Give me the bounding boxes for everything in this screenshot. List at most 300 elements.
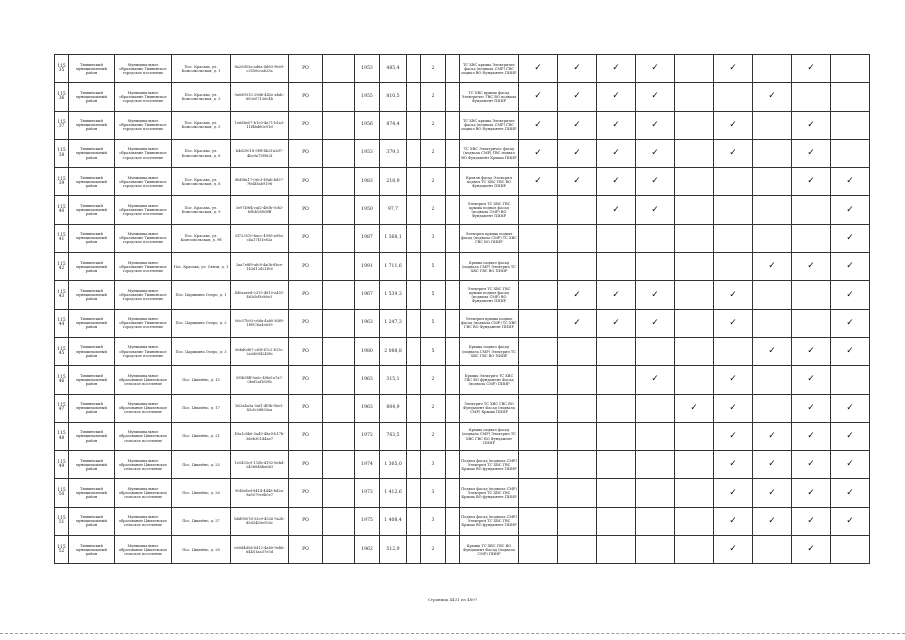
empty-cell bbox=[407, 55, 421, 83]
work-type-check-cell bbox=[753, 422, 792, 450]
checkmark-icon: ✓ bbox=[534, 63, 542, 74]
guid-cell: 1e5453c9-116b-4192-8ebd-2436848be663 bbox=[231, 451, 289, 479]
empty-cell bbox=[323, 224, 355, 252]
guid-cell: e60d4d5d-6412-4a60-9ebb-64401aa37e5d bbox=[231, 536, 289, 564]
management-form-cell: РО bbox=[289, 309, 323, 337]
empty-cell bbox=[446, 309, 460, 337]
floors-cell: 2 bbox=[421, 139, 446, 167]
management-form-cell: РО bbox=[289, 139, 323, 167]
empty-cell bbox=[323, 281, 355, 309]
checkmark-icon: ✓ bbox=[534, 148, 542, 159]
work-type-check-cell bbox=[636, 366, 675, 394]
guid-cell: 8b49fa17-06c3-49ab-bd37-7fe4f3ab9198 bbox=[231, 168, 289, 196]
empty-cell bbox=[323, 337, 355, 365]
checkmark-icon: ✓ bbox=[612, 63, 620, 74]
district-cell: Тихвинский муниципальный район bbox=[69, 309, 115, 337]
work-type-check-cell bbox=[597, 337, 636, 365]
checkmark-icon: ✓ bbox=[846, 402, 854, 413]
settlement-cell: Муниципальное образование Тихвинское городское поселение bbox=[115, 111, 172, 139]
district-cell: Тихвинский муниципальный район bbox=[69, 111, 115, 139]
work-type-check-cell bbox=[519, 83, 558, 111]
work-type-check-cell bbox=[558, 309, 597, 337]
work-type-check-cell bbox=[792, 224, 831, 252]
work-type-check-cell bbox=[675, 366, 714, 394]
work-type-check-cell bbox=[558, 83, 597, 111]
work-type-check-cell bbox=[636, 479, 675, 507]
address-cell: Пос. Царицыно Озеро, д. 1 bbox=[172, 281, 231, 309]
checkmark-icon: ✓ bbox=[768, 431, 776, 441]
work-type-check-cell bbox=[519, 479, 558, 507]
table-row bbox=[55, 422, 870, 450]
work-type-check-cell bbox=[558, 281, 597, 309]
checkmark-icon: ✓ bbox=[729, 487, 737, 498]
guid-cell: 9040ebef-8414-4448-bd2a-9a8079e0b0e7 bbox=[231, 479, 289, 507]
work-type-check-cell bbox=[636, 536, 675, 564]
row-number-cell: 11544 bbox=[55, 309, 69, 337]
table-row bbox=[55, 168, 870, 196]
work-type-check-cell bbox=[714, 451, 753, 479]
year-built-cell: 1962 bbox=[355, 536, 380, 564]
checkmark-icon: ✓ bbox=[807, 515, 815, 526]
work-type-check-cell bbox=[558, 422, 597, 450]
work-type-check-cell bbox=[714, 422, 753, 450]
checkmark-icon: ✓ bbox=[573, 148, 581, 159]
empty-cell bbox=[446, 536, 460, 564]
empty-cell bbox=[323, 366, 355, 394]
work-type-check-cell bbox=[636, 337, 675, 365]
checkmark-icon: ✓ bbox=[846, 317, 854, 328]
management-form-cell: РО bbox=[289, 55, 323, 83]
table-row bbox=[55, 253, 870, 281]
checkmark-icon: ✓ bbox=[846, 487, 854, 498]
settlement-cell: Муниципальное образование Тихвинское городское поселение bbox=[115, 83, 172, 111]
empty-cell bbox=[446, 281, 460, 309]
work-type-check-cell bbox=[636, 309, 675, 337]
empty-cell bbox=[323, 479, 355, 507]
district-cell: Тихвинский муниципальный район bbox=[69, 536, 115, 564]
area-cell: 1 365,0 bbox=[380, 451, 407, 479]
management-form-cell: РО bbox=[289, 281, 323, 309]
settlement-cell: Муниципальное образование Тихвинское городское поселение bbox=[115, 281, 172, 309]
area-cell: 1 711,6 bbox=[380, 253, 407, 281]
district-cell: Тихвинский муниципальный район bbox=[69, 337, 115, 365]
checkmark-icon: ✓ bbox=[807, 176, 815, 187]
work-type-check-cell bbox=[597, 224, 636, 252]
management-form-cell: РО bbox=[289, 507, 323, 535]
settlement-cell: Муниципальное образование Тихвинское городское поселение bbox=[115, 168, 172, 196]
checkmark-icon: ✓ bbox=[807, 487, 815, 498]
empty-cell bbox=[446, 366, 460, 394]
table-row bbox=[55, 139, 870, 167]
settlement-cell: Муниципальное образование Цвылевское сельское поселение bbox=[115, 507, 172, 535]
scan-edge-line bbox=[0, 633, 905, 635]
work-type-check-cell bbox=[753, 337, 792, 365]
management-form-cell: РО bbox=[289, 83, 323, 111]
row-number-cell: 11538 bbox=[55, 139, 69, 167]
checkmark-icon: ✓ bbox=[534, 176, 542, 187]
empty-cell bbox=[323, 309, 355, 337]
works-list-cell: Подвал фасад (подвала СМР) Электрич ТС ХВС ГВС Крыша ВО фундамент ПИИР bbox=[460, 451, 519, 479]
guid-cell: 06c37b93-c6da-4a80-b3f8-1f9876a4e639 bbox=[231, 309, 289, 337]
work-type-check-cell bbox=[792, 536, 831, 564]
works-list-cell: Подвал фасад (подвала СМР) Электрич ТС ХВС ГВС Крыша ВО фундамент ПИИР bbox=[460, 479, 519, 507]
checkmark-icon: ✓ bbox=[534, 91, 542, 102]
work-type-check-cell bbox=[831, 451, 870, 479]
address-cell: Пос. Красава, ул. Комсомольская, д. 6 bbox=[172, 139, 231, 167]
guid-cell: 9a0d9315-29d6-445e-abdc-683e07136c4b bbox=[231, 83, 289, 111]
work-type-check-cell bbox=[714, 253, 753, 281]
work-type-check-cell bbox=[519, 451, 558, 479]
work-type-check-cell bbox=[831, 55, 870, 83]
work-type-check-cell bbox=[597, 451, 636, 479]
checkmark-icon: ✓ bbox=[651, 119, 659, 130]
table-row bbox=[55, 196, 870, 224]
work-type-check-cell bbox=[753, 111, 792, 139]
floors-cell: 2 bbox=[421, 83, 446, 111]
checkmark-icon: ✓ bbox=[807, 431, 815, 441]
work-type-check-cell bbox=[597, 83, 636, 111]
checkmark-icon: ✓ bbox=[846, 232, 854, 243]
empty-cell bbox=[323, 196, 355, 224]
address-cell: Пос. Цвылёво, д. 17 bbox=[172, 394, 231, 422]
work-type-check-cell bbox=[831, 422, 870, 450]
settlement-cell: Муниципальное образование Тихвинское городское поселение bbox=[115, 55, 172, 83]
management-form-cell: РО bbox=[289, 111, 323, 139]
work-type-check-cell bbox=[675, 451, 714, 479]
empty-cell bbox=[446, 111, 460, 139]
guid-cell: 440aaeed-2315-4810-a451-463dcf3eb0e3 bbox=[231, 281, 289, 309]
work-type-check-cell bbox=[636, 507, 675, 535]
checkmark-icon: ✓ bbox=[846, 289, 854, 300]
district-cell: Тихвинский муниципальный район bbox=[69, 394, 115, 422]
empty-cell bbox=[407, 536, 421, 564]
year-built-cell: 1983 bbox=[355, 168, 380, 196]
guid-cell: b52a4a5a-0af1-4f9b-9be3-45cfc5d803ea bbox=[231, 394, 289, 422]
work-type-check-cell bbox=[831, 224, 870, 252]
year-built-cell: 1963 bbox=[355, 309, 380, 337]
table-row bbox=[55, 83, 870, 111]
year-built-cell: 1950 bbox=[355, 196, 380, 224]
area-cell: 1 247,3 bbox=[380, 309, 407, 337]
management-form-cell: РО bbox=[289, 196, 323, 224]
work-type-check-cell bbox=[714, 83, 753, 111]
settlement-cell: Муниципальное образование Цвылевское сельское поселение bbox=[115, 479, 172, 507]
work-type-check-cell bbox=[636, 139, 675, 167]
work-type-check-cell bbox=[597, 309, 636, 337]
empty-cell bbox=[446, 451, 460, 479]
work-type-check-cell bbox=[636, 281, 675, 309]
work-type-check-cell bbox=[714, 536, 753, 564]
management-form-cell: РО bbox=[289, 253, 323, 281]
district-cell: Тихвинский муниципальный район bbox=[69, 139, 115, 167]
work-type-check-cell bbox=[675, 139, 714, 167]
row-number-cell: 11539 bbox=[55, 168, 69, 196]
work-type-check-cell bbox=[753, 253, 792, 281]
row-number-cell: 11549 bbox=[55, 451, 69, 479]
work-type-check-cell bbox=[831, 83, 870, 111]
empty-cell bbox=[446, 196, 460, 224]
work-type-check-cell bbox=[558, 536, 597, 564]
works-list-cell: Электрич крыша подвал фасад (подвала СМР) ТС ХВС ГВС ВО ПИИР bbox=[460, 224, 519, 252]
checkmark-icon: ✓ bbox=[807, 119, 815, 130]
checkmark-icon: ✓ bbox=[729, 402, 737, 413]
district-cell: Тихвинский муниципальный район bbox=[69, 253, 115, 281]
table-row bbox=[55, 536, 870, 564]
work-type-check-cell bbox=[831, 536, 870, 564]
empty-cell bbox=[407, 394, 421, 422]
row-number-cell: 11535 bbox=[55, 55, 69, 83]
area-cell: 1 412,6 bbox=[380, 479, 407, 507]
address-cell: Пос. Красава, ул. Связи, д. 1 bbox=[172, 253, 231, 281]
settlement-cell: Муниципальное образование Цвылевское сельское поселение bbox=[115, 422, 172, 450]
work-type-check-cell bbox=[753, 507, 792, 535]
empty-cell bbox=[323, 83, 355, 111]
checkmark-icon: ✓ bbox=[729, 431, 737, 441]
work-type-check-cell bbox=[558, 196, 597, 224]
checkmark-icon: ✓ bbox=[651, 176, 659, 187]
checkmark-icon: ✓ bbox=[612, 176, 620, 187]
work-type-check-cell bbox=[636, 394, 675, 422]
work-type-check-cell bbox=[753, 394, 792, 422]
floors-cell: 2 bbox=[421, 536, 446, 564]
work-type-check-cell bbox=[753, 309, 792, 337]
checkmark-icon: ✓ bbox=[768, 459, 776, 470]
work-type-check-cell bbox=[792, 253, 831, 281]
checkmark-icon: ✓ bbox=[729, 63, 737, 74]
empty-cell bbox=[407, 479, 421, 507]
work-type-check-cell bbox=[714, 224, 753, 252]
management-form-cell: РО bbox=[289, 479, 323, 507]
empty-cell bbox=[446, 139, 460, 167]
work-type-check-cell bbox=[519, 281, 558, 309]
table-row bbox=[55, 111, 870, 139]
checkmark-icon: ✓ bbox=[612, 289, 620, 300]
empty-cell bbox=[446, 394, 460, 422]
checkmark-icon: ✓ bbox=[846, 459, 854, 470]
district-cell: Тихвинский муниципальный район bbox=[69, 422, 115, 450]
empty-cell bbox=[446, 55, 460, 83]
work-type-check-cell bbox=[597, 394, 636, 422]
area-cell: 485,4 bbox=[380, 55, 407, 83]
work-type-check-cell bbox=[675, 479, 714, 507]
checkmark-icon: ✓ bbox=[729, 119, 737, 130]
capital-repair-table bbox=[54, 54, 870, 564]
checkmark-icon: ✓ bbox=[807, 346, 815, 357]
work-type-check-cell bbox=[831, 309, 870, 337]
empty-cell bbox=[407, 139, 421, 167]
row-number-cell: 11543 bbox=[55, 281, 69, 309]
row-number-cell: 11550 bbox=[55, 479, 69, 507]
management-form-cell: РО bbox=[289, 422, 323, 450]
empty-cell bbox=[446, 83, 460, 111]
work-type-check-cell bbox=[753, 366, 792, 394]
work-type-check-cell bbox=[831, 196, 870, 224]
checkmark-icon: ✓ bbox=[612, 119, 620, 130]
floors-cell: 3 bbox=[421, 507, 446, 535]
district-cell: Тихвинский муниципальный район bbox=[69, 366, 115, 394]
work-type-check-cell bbox=[675, 253, 714, 281]
district-cell: Тихвинский муниципальный район bbox=[69, 479, 115, 507]
checkmark-icon: ✓ bbox=[729, 544, 737, 555]
work-type-check-cell bbox=[519, 366, 558, 394]
work-type-check-cell bbox=[753, 55, 792, 83]
checkmark-icon: ✓ bbox=[729, 148, 737, 159]
checkmark-icon: ✓ bbox=[846, 346, 854, 357]
work-type-check-cell bbox=[792, 422, 831, 450]
table-row bbox=[55, 394, 870, 422]
work-type-check-cell bbox=[519, 168, 558, 196]
work-type-check-cell bbox=[675, 55, 714, 83]
guid-cell: 5f723510-bacc-4996-a99a-c4a17f31e82a bbox=[231, 224, 289, 252]
address-cell: Пос. Цвылёво, д. 26 bbox=[172, 479, 231, 507]
checkmark-icon: ✓ bbox=[807, 63, 815, 74]
table-row bbox=[55, 281, 870, 309]
empty-cell bbox=[323, 536, 355, 564]
checkmark-icon: ✓ bbox=[651, 91, 659, 102]
checkmark-icon: ✓ bbox=[534, 119, 542, 130]
area-cell: 1 539,3 bbox=[380, 281, 407, 309]
address-cell: Пос. Царицыно Озеро, д. 3 bbox=[172, 337, 231, 365]
work-type-check-cell bbox=[519, 536, 558, 564]
work-type-check-cell bbox=[558, 111, 597, 139]
work-type-check-cell bbox=[714, 281, 753, 309]
row-number-cell: 11540 bbox=[55, 196, 69, 224]
checkmark-icon: ✓ bbox=[807, 459, 815, 470]
management-form-cell: РО bbox=[289, 394, 323, 422]
area-cell: 874,4 bbox=[380, 111, 407, 139]
row-number-cell: 11542 bbox=[55, 253, 69, 281]
settlement-cell: Муниципальное образование Тихвинское городское поселение bbox=[115, 196, 172, 224]
work-type-check-cell bbox=[519, 309, 558, 337]
work-type-check-cell bbox=[519, 55, 558, 83]
guid-cell: b4d9807d-32e9-4526-9a2b-d5d3469e950c bbox=[231, 507, 289, 535]
row-number-cell: 11546 bbox=[55, 366, 69, 394]
work-type-check-cell bbox=[558, 224, 597, 252]
work-type-check-cell bbox=[792, 479, 831, 507]
floors-cell: 2 bbox=[421, 55, 446, 83]
work-type-check-cell bbox=[831, 253, 870, 281]
work-type-check-cell bbox=[792, 111, 831, 139]
table-row bbox=[55, 451, 870, 479]
checkmark-icon: ✓ bbox=[807, 148, 815, 159]
work-type-check-cell bbox=[714, 507, 753, 535]
work-type-check-cell bbox=[636, 55, 675, 83]
work-type-check-cell bbox=[597, 168, 636, 196]
floors-cell: 2 bbox=[421, 422, 446, 450]
area-cell: 379,1 bbox=[380, 139, 407, 167]
checkmark-icon: ✓ bbox=[573, 119, 581, 130]
address-cell: Пос. Красава, ул. Комсомольская, д. 9 bbox=[172, 196, 231, 224]
floors-cell: 3 bbox=[421, 451, 446, 479]
work-type-check-cell bbox=[753, 139, 792, 167]
checkmark-icon: ✓ bbox=[690, 402, 698, 413]
works-list-cell: ТС ХВС Электричес фасад (подвала СМР) ГВС подвал ВО Фундамент Крыша ПИИР bbox=[460, 139, 519, 167]
checkmark-icon: ✓ bbox=[729, 289, 737, 300]
checkmark-icon: ✓ bbox=[573, 91, 581, 102]
area-cell: 512,9 bbox=[380, 536, 407, 564]
address-cell: Пос. Цвылёво, д. 25 bbox=[172, 451, 231, 479]
management-form-cell: РО bbox=[289, 536, 323, 564]
checkmark-icon: ✓ bbox=[846, 176, 854, 187]
checkmark-icon: ✓ bbox=[729, 459, 737, 470]
guid-cell: b4d29018-5f9f-4b2f-a2d7-4bc8a75f962f bbox=[231, 139, 289, 167]
work-type-check-cell bbox=[792, 281, 831, 309]
work-type-check-cell bbox=[675, 536, 714, 564]
works-list-cell: Электрич ТС ХВС ГВС крыша подвал фасад (подвала СМР) ВО Фундамент ПИИР bbox=[460, 196, 519, 224]
checkmark-icon: ✓ bbox=[651, 63, 659, 74]
work-type-check-cell bbox=[558, 253, 597, 281]
checkmark-icon: ✓ bbox=[573, 176, 581, 187]
settlement-cell: Муниципальное образование Тихвинское городское поселение bbox=[115, 337, 172, 365]
work-type-check-cell bbox=[636, 111, 675, 139]
row-number-cell: 11545 bbox=[55, 337, 69, 365]
row-number-cell: 11551 bbox=[55, 507, 69, 535]
checkmark-icon: ✓ bbox=[612, 204, 620, 215]
floors-cell: 2 bbox=[421, 196, 446, 224]
work-type-check-cell bbox=[753, 479, 792, 507]
empty-cell bbox=[407, 507, 421, 535]
work-type-check-cell bbox=[753, 83, 792, 111]
checkmark-icon: ✓ bbox=[768, 261, 776, 272]
work-type-check-cell bbox=[636, 168, 675, 196]
table-row bbox=[55, 55, 870, 83]
row-number-cell: 11552 bbox=[55, 536, 69, 564]
checkmark-icon: ✓ bbox=[651, 204, 659, 215]
area-cell: 763,5 bbox=[380, 422, 407, 450]
management-form-cell: РО bbox=[289, 337, 323, 365]
checkmark-icon: ✓ bbox=[768, 487, 776, 498]
work-type-check-cell bbox=[675, 394, 714, 422]
empty-cell bbox=[323, 394, 355, 422]
address-cell: Пос. Красава, ул. Комсомольская, д. 5 bbox=[172, 111, 231, 139]
work-type-check-cell bbox=[636, 196, 675, 224]
settlement-cell: Муниципальное образование Цвылевское сельское поселение bbox=[115, 451, 172, 479]
checkmark-icon: ✓ bbox=[651, 289, 659, 300]
checkmark-icon: ✓ bbox=[807, 261, 815, 272]
empty-cell bbox=[407, 83, 421, 111]
district-cell: Тихвинский муниципальный район bbox=[69, 196, 115, 224]
row-number-cell: 11541 bbox=[55, 224, 69, 252]
guid-cell: 8a29d53a-ad6a-4d83-9b09-c3556ccab25a bbox=[231, 55, 289, 83]
empty-cell bbox=[446, 507, 460, 535]
work-type-check-cell bbox=[753, 196, 792, 224]
work-type-check-cell bbox=[597, 536, 636, 564]
empty-cell bbox=[323, 139, 355, 167]
works-list-cell: Крыша подвал фасад (подвала СМР) Электрич ТС ХВС ГВС ВО ПИИР bbox=[460, 337, 519, 365]
work-type-check-cell bbox=[714, 168, 753, 196]
empty-cell bbox=[446, 168, 460, 196]
work-type-check-cell bbox=[597, 479, 636, 507]
checkmark-icon: ✓ bbox=[612, 91, 620, 102]
management-form-cell: РО bbox=[289, 366, 323, 394]
settlement-cell: Муниципальное образование Тихвинское городское поселение bbox=[115, 309, 172, 337]
guid-cell: 5f3b9f4f-9a0c-40bd-a7a7-0bef2af1f39b bbox=[231, 366, 289, 394]
address-cell: Пос. Царицыно Озеро, д. 2 bbox=[172, 309, 231, 337]
work-type-check-cell bbox=[753, 451, 792, 479]
district-cell: Тихвинский муниципальный район bbox=[69, 451, 115, 479]
year-built-cell: 1953 bbox=[355, 55, 380, 83]
empty-cell bbox=[323, 168, 355, 196]
work-type-check-cell bbox=[792, 55, 831, 83]
work-type-check-cell bbox=[519, 253, 558, 281]
settlement-cell: Муниципальное образование Тихвинское городское поселение bbox=[115, 253, 172, 281]
empty-cell bbox=[323, 55, 355, 83]
work-type-check-cell bbox=[792, 309, 831, 337]
work-type-check-cell bbox=[792, 451, 831, 479]
empty-cell bbox=[407, 281, 421, 309]
work-type-check-cell bbox=[597, 366, 636, 394]
works-list-cell: Электрич ТС ХВС ГВС ВО Фундамент Фасад (подвала СМР) Крыша ПИИР bbox=[460, 394, 519, 422]
